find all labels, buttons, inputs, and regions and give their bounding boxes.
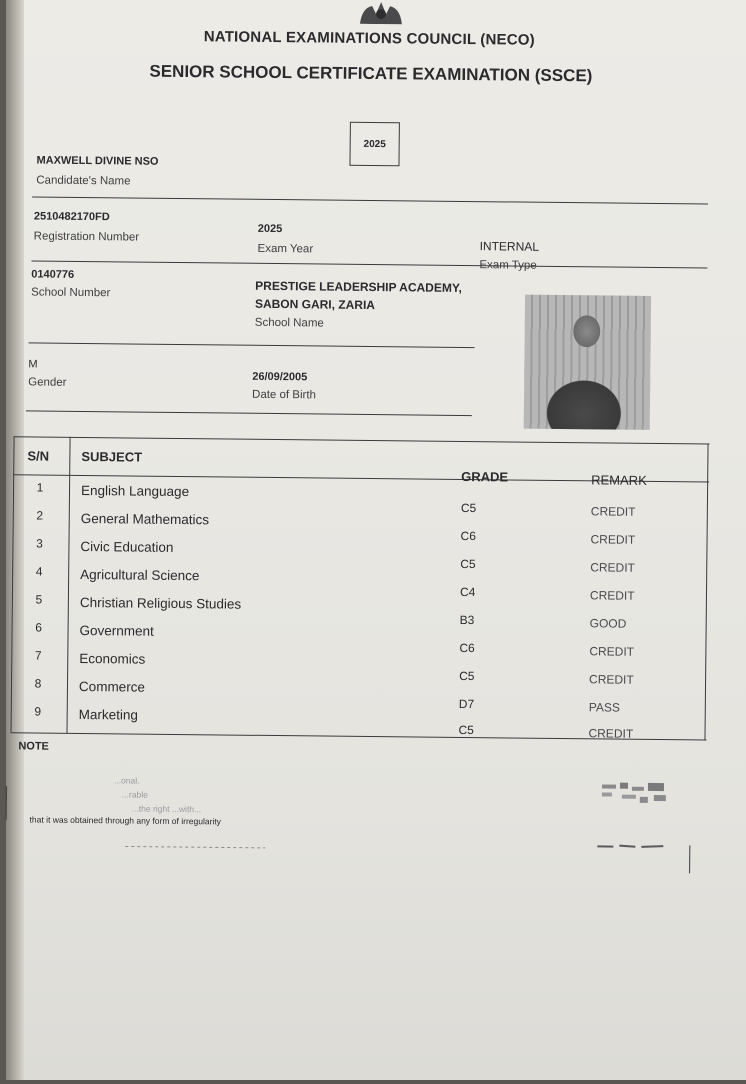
date-of-birth-label: Date of Birth	[251, 388, 317, 402]
row-subject: Economics	[79, 650, 146, 667]
faded-note-line: ...rable	[121, 789, 148, 800]
note-text: that it was obtained through any form of irregularity	[29, 814, 221, 827]
row-sn: 3	[36, 536, 43, 551]
column-divider	[66, 437, 70, 733]
divider	[29, 342, 475, 348]
header-grade: GRADE	[461, 468, 509, 485]
row-subject: English Language	[80, 482, 190, 500]
coat-of-arms-icon	[354, 0, 408, 24]
row-remark: CREDIT	[589, 588, 635, 603]
row-grade: C6	[460, 528, 476, 544]
exam-year: 2025	[257, 222, 283, 236]
header-sn: S/N	[27, 448, 50, 464]
exam-type: INTERNAL	[479, 239, 540, 254]
row-remark: CREDIT	[590, 532, 636, 547]
date-of-birth: 26/09/2005	[252, 370, 308, 384]
gender-label: Gender	[28, 376, 67, 389]
row-remark: CREDIT	[588, 726, 634, 741]
qr-code-icon	[600, 780, 670, 809]
row-grade: C5	[459, 668, 475, 684]
candidate-photo	[524, 295, 651, 430]
candidate-name-label: Candidate's Name	[36, 174, 131, 188]
exam-title: SENIOR SCHOOL CERTIFICATE EXAMINATION (SSCE)	[149, 61, 593, 86]
row-sn: 9	[34, 704, 42, 719]
row-grade: C6	[459, 640, 475, 656]
row-remark: CREDIT	[589, 672, 634, 687]
row-grade: B3	[459, 612, 475, 628]
row-subject: Civic Education	[80, 538, 174, 555]
table-top-border	[14, 436, 710, 444]
row-grade: D7	[458, 696, 475, 712]
margin-mark	[689, 845, 690, 873]
row-sn: 2	[36, 508, 44, 523]
row-subject: Commerce	[78, 678, 146, 695]
faded-note-line: ...the right ...with...	[131, 803, 202, 815]
row-grade: C4	[459, 584, 476, 600]
row-grade: C5	[460, 556, 476, 572]
divider	[26, 410, 472, 416]
note-label: NOTE	[18, 740, 49, 753]
faded-note-line: ...onal.	[113, 775, 140, 786]
row-subject: Government	[79, 622, 154, 639]
table-left-border	[11, 436, 15, 732]
header-remark: REMARK	[591, 472, 647, 488]
exam-year-box: 2025	[349, 122, 399, 167]
school-name-line2: SABON GARI, ZARIA	[254, 296, 376, 313]
row-sn: 5	[35, 592, 43, 607]
row-grade: C5	[458, 722, 474, 738]
row-remark: CREDIT	[590, 560, 636, 575]
row-remark: GOOD	[589, 616, 627, 631]
divider	[31, 260, 707, 268]
row-subject: General Mathematics	[80, 510, 210, 528]
candidate-name: MAXWELL DIVINE NSO	[36, 154, 159, 168]
results-table	[10, 436, 709, 743]
dotted-line	[125, 843, 265, 850]
school-name-line1: PRESTIGE LEADERSHIP ACADEMY,	[255, 278, 462, 295]
registration-number-label: Registration Number	[33, 230, 140, 244]
row-sn: 1	[36, 480, 44, 495]
margin-mark	[6, 786, 7, 820]
exam-type-label: Exam Type	[479, 259, 537, 272]
row-sn: 7	[34, 648, 42, 663]
council-title: NATIONAL EXAMINATIONS COUNCIL (NECO)	[203, 28, 535, 49]
signature-mark	[595, 840, 667, 851]
header-subject: SUBJECT	[81, 448, 143, 465]
row-subject: Marketing	[78, 706, 139, 723]
row-subject: Agricultural Science	[80, 566, 200, 584]
row-remark: PASS	[588, 700, 620, 715]
exam-year-label: Exam Year	[257, 242, 314, 256]
row-grade: C5	[460, 500, 477, 516]
row-sn: 8	[34, 676, 42, 691]
school-name-label: School Name	[254, 316, 324, 330]
divider	[32, 196, 708, 204]
row-remark: CREDIT	[589, 644, 635, 659]
gender: M	[28, 358, 38, 371]
row-subject: Christian Religious Studies	[79, 594, 242, 612]
row-sn: 6	[35, 620, 43, 635]
row-sn: 4	[35, 564, 43, 579]
row-remark: CREDIT	[590, 504, 636, 519]
registration-number: 2510482170FD	[33, 210, 110, 224]
school-number: 0140776	[31, 268, 75, 281]
school-number-label: School Number	[31, 286, 111, 300]
table-right-border	[704, 444, 708, 740]
